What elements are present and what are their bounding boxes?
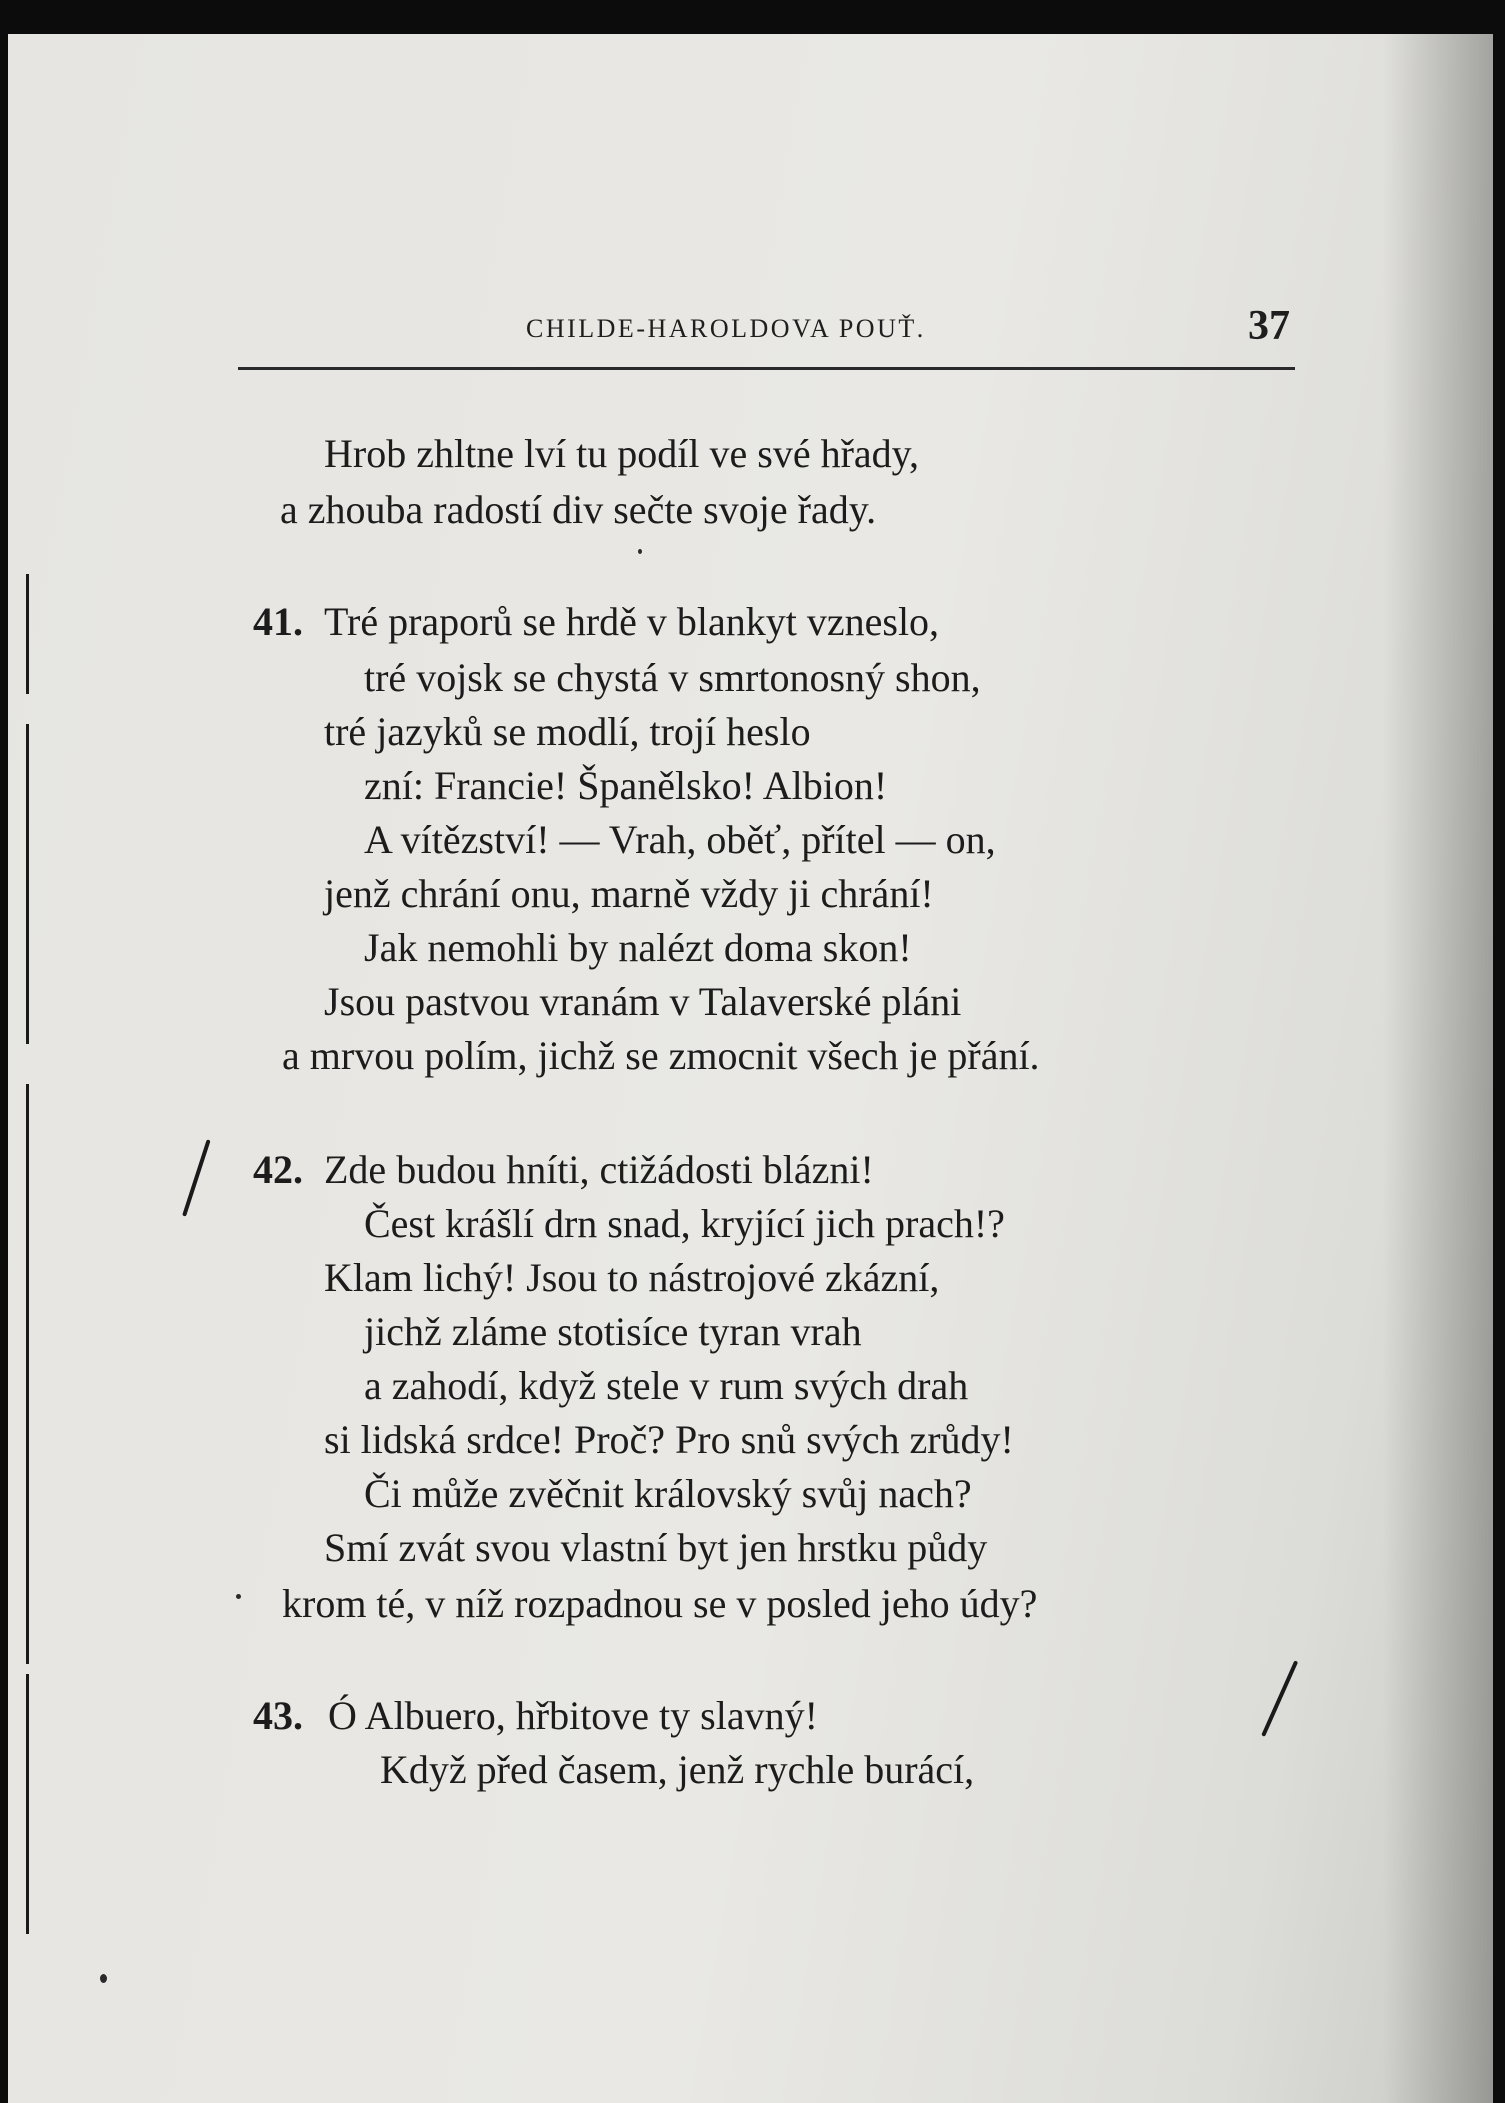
speck [236, 1594, 241, 1599]
verse-line: Či může zvěčnit královský svůj nach? [364, 1471, 972, 1516]
verse-line: Hrob zhltne lví tu podíl ve své hřady, [324, 431, 920, 476]
verse-line: Když před časem, jenž rychle burácí, [380, 1747, 975, 1792]
verse-line: Jsou pastvou vranám v Talaverské pláni [324, 979, 962, 1024]
verse-line: a zahodí, když stele v rum svých drah [364, 1363, 969, 1408]
verse-line: jenž chrání onu, marně vždy ji chrání! [324, 871, 934, 916]
binding-mark [26, 1674, 29, 1934]
header-rule [238, 367, 1295, 370]
verse-line: si lidská srdce! Proč? Pro snů svých zrůdy! [324, 1417, 1014, 1462]
speck [100, 1974, 107, 1983]
binding-mark [26, 574, 29, 694]
verse-line: Smí zvát svou vlastní byt jen hrstku půdy [324, 1525, 988, 1570]
verse-line: Čest krášlí drn snad, kryjící jich prach!? [364, 1201, 1005, 1246]
binding-mark [26, 1084, 29, 1664]
verse-line: a mrvou polím, jichž se zmocnit všech je přání. [282, 1033, 1040, 1078]
verse-line: a zhouba radostí div sečte svoje řady. [280, 487, 877, 532]
page-edge-shadow [1383, 34, 1493, 2103]
book-page [8, 34, 1493, 2103]
verse-line: tré vojsk se chystá v smrtonosný shon, [364, 655, 981, 700]
running-title: CHILDE-HAROLDOVA POUŤ. [526, 314, 926, 343]
verse-line: A vítězství! — Vrah, oběť, přítel — on, [364, 817, 996, 862]
verse-line: zní: Francie! Španělsko! Albion! [364, 763, 888, 808]
verse-line: Tré praporů se hrdě v blankyt vzneslo, [324, 599, 940, 644]
binding-mark [26, 724, 29, 1044]
pencil-mark [1261, 1660, 1298, 1737]
verse-line: Klam lichý! Jsou to nástrojové zkázní, [324, 1255, 940, 1300]
verse-line: Jak nemohli by nalézt doma skon! [364, 925, 912, 970]
pencil-mark [182, 1139, 211, 1216]
verse-line: Zde budou hníti, ctižádosti blázni! [324, 1147, 874, 1192]
verse-line: jichž zláme stotisíce tyran vrah [364, 1309, 862, 1354]
speck [638, 549, 642, 554]
verse-line: krom té, v níž rozpadnou se v posled jeho údy? [282, 1581, 1038, 1626]
verse-line: tré jazyků se modlí, trojí heslo [324, 709, 811, 754]
page-number: 37 [1248, 303, 1290, 349]
stanza-number: 43. [253, 1693, 303, 1738]
stanza-number: 42. [253, 1147, 303, 1192]
verse-line: Ó Albuero, hřbitove ty slavný! [328, 1693, 818, 1738]
stanza-number: 41. [253, 599, 303, 644]
